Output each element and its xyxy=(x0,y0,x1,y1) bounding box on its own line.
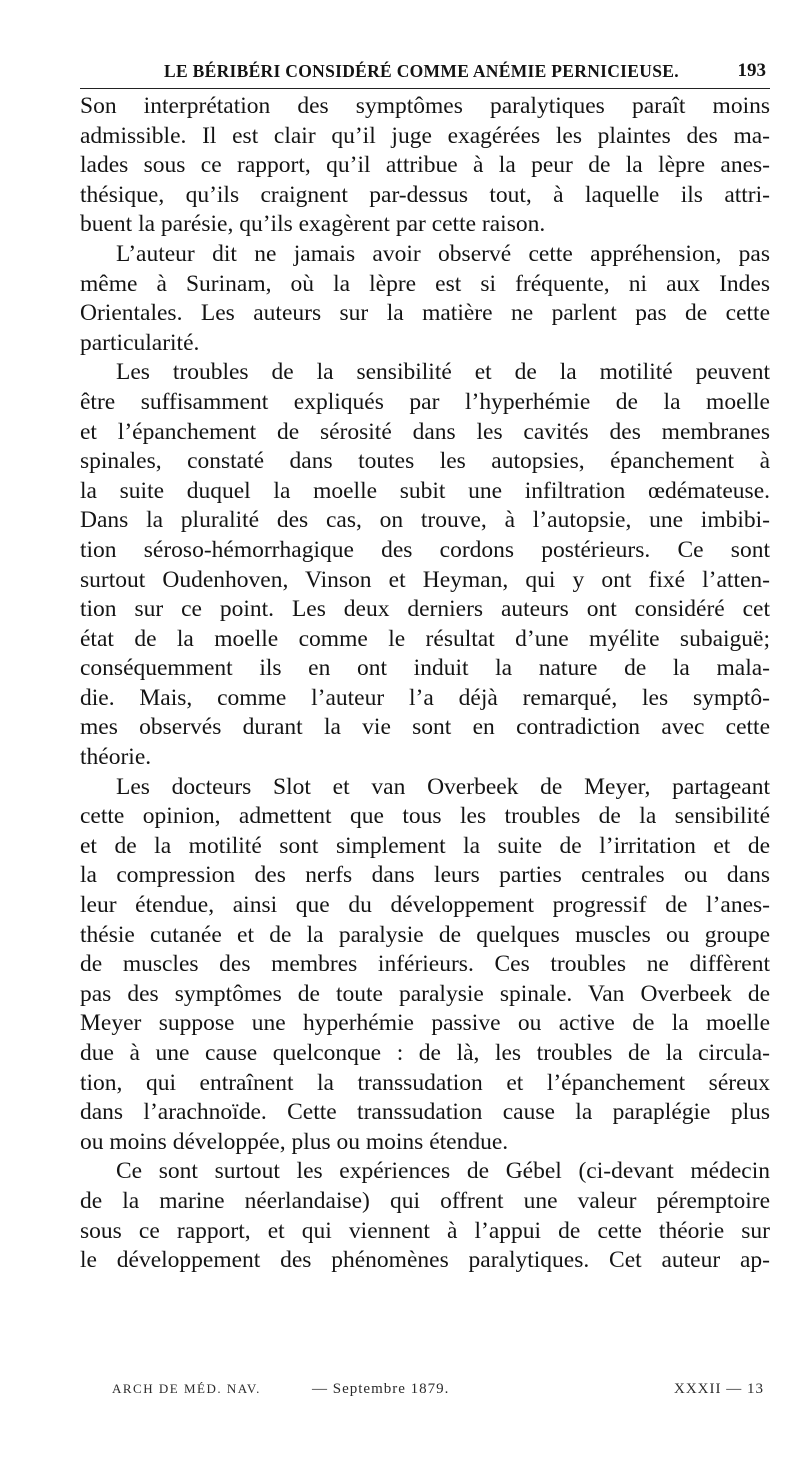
text-line: surtout Oudenhoven, Vinson et Heyman, qui y ont fixé l’atten- xyxy=(80,566,770,593)
text-line: Son interprétation des symptômes paralytiques paraît moins xyxy=(80,93,770,119)
text-line: être suffisamment expliqués par l’hyperhémie de la moelle xyxy=(80,388,770,415)
text-line: la suite duquel la moelle subit une infiltration œdémateuse. xyxy=(80,477,770,504)
text-line: et l’épanchement de sérosité dans les cavités des membranes xyxy=(80,418,770,445)
text-line: tion séroso-hémorrhagique des cordons postérieurs. Ce sont xyxy=(80,536,770,563)
text-line: même à Surinam, où la lèpre est si fréquente, ni aux Indes xyxy=(80,270,770,297)
text-line: état de la moelle comme le résultat d’une myélite subaiguë; xyxy=(80,625,770,652)
text-line: sous ce rapport, et qui viennent à l’appui de cette théorie sur xyxy=(80,1217,770,1244)
text-line: thésie cutanée et de la paralysie de quelques muscles ou groupe xyxy=(80,921,770,948)
text-line: Les docteurs Slot et van Overbeek de Meyer, partageant xyxy=(116,773,770,800)
text-line: dans l’arachnoïde. Cette transsudation cause la paraplégie plus xyxy=(80,1099,770,1126)
text-line: le développement des phénomènes paralytiques. Cet auteur ap- xyxy=(80,1247,770,1274)
text-line: mes observés durant la vie sont en contradiction avec cette xyxy=(80,714,770,741)
text-line: Orientales. Les auteurs sur la matière ne parlent pas de cette xyxy=(80,300,770,327)
body-text xyxy=(80,92,770,1276)
text-line: Ce sont surtout les expériences de Gébel (ci-devant médecin xyxy=(116,1158,770,1185)
text-line: buent la parésie, qu’ils exagèrent par cette raison. xyxy=(80,211,546,238)
text-line: admissible. Il est clair qu’il juge exagérées les plaintes des ma- xyxy=(80,122,770,149)
text-line: Meyer suppose une hyperhémie passive ou active de la moelle xyxy=(80,1010,770,1037)
text-line: L’auteur dit ne jamais avoir observé cette appréhension, pas xyxy=(116,240,770,267)
volume-signature: XXXII — 13 xyxy=(674,1381,764,1397)
text-line: pas des symptômes de toute paralysie spinale. Van Overbeek de xyxy=(80,980,770,1007)
text-line: tion, qui entraînent la transsudation et l’épanchement séreux xyxy=(80,1069,770,1096)
text-line: thésique, qu’ils craignent par-dessus tout, à laquelle ils attri- xyxy=(80,181,770,208)
running-title: LE BÉRIBÉRI CONSIDÉRÉ COMME ANÉMIE PERNICIEUSE. xyxy=(164,61,679,81)
text-line: ou moins développée, plus ou moins étendue. xyxy=(80,1128,509,1155)
text-line: et de la motilité sont simplement la suite de l’irritation et de xyxy=(80,832,770,859)
text-line: de muscles des membres inférieurs. Ces troubles ne diffèrent xyxy=(80,951,770,978)
issue-date: — Septembre 1879. xyxy=(312,1381,450,1397)
page-number: 193 xyxy=(737,60,766,81)
text-line: die. Mais, comme l’auteur l’a déjà remarqué, les symptô- xyxy=(80,684,770,711)
text-line: Les troubles de la sensibilité et de la motilité peuvent xyxy=(116,359,770,386)
text-line: tion sur ce point. Les deux derniers auteurs ont considéré cet xyxy=(80,596,770,623)
journal-signature: ARCH DE MÉD. NAV. xyxy=(112,1381,261,1396)
text-line: de la marine néerlandaise) qui offrent une valeur péremptoire xyxy=(80,1187,770,1214)
text-line: la compression des nerfs dans leurs parties centrales ou dans xyxy=(80,862,770,889)
text-line: due à une cause quelconque : de là, les troubles de la circula- xyxy=(80,1040,770,1066)
text-line: leur étendue, ainsi que du développement progressif de l’anes- xyxy=(80,892,770,919)
text-line: conséquemment ils en ont induit la nature de la mala- xyxy=(80,655,770,682)
text-line: particularité. xyxy=(80,329,200,356)
text-line: lades sous ce rapport, qu’il attribue à la peur de la lèpre anes- xyxy=(80,152,770,179)
text-line: Dans la pluralité des cas, on trouve, à l’autopsie, une imbibi- xyxy=(80,507,770,534)
page-header xyxy=(80,58,770,89)
page-footer xyxy=(112,1381,770,1405)
text-line: théorie. xyxy=(80,744,152,771)
text-line: spinales, constaté dans toutes les autopsies, épanchement à xyxy=(80,448,770,475)
text-line: cette opinion, admettent que tous les troubles de la sensibilité xyxy=(80,803,770,830)
